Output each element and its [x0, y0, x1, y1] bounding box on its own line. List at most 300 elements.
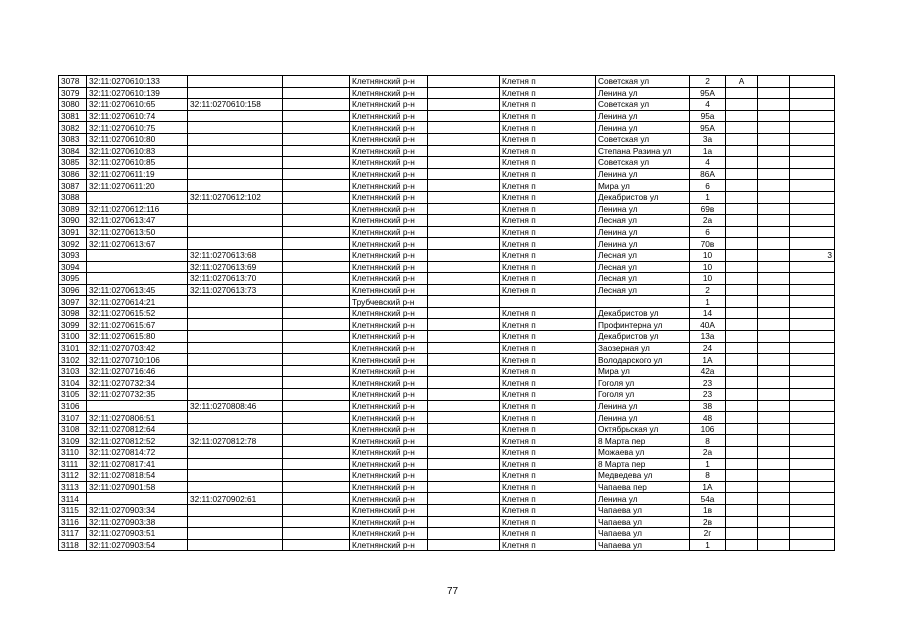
page-number: 77 — [446, 586, 459, 597]
table-cell: 3115 — [59, 504, 87, 516]
table-cell — [790, 319, 835, 331]
table-cell: Клетня п — [500, 377, 596, 389]
table-cell — [283, 284, 350, 296]
table-cell: 32:11:0270806:51 — [87, 412, 188, 424]
table-cell: Заозерная ул — [596, 342, 690, 354]
table-cell: 32:11:0270812:52 — [87, 435, 188, 447]
table-cell: 8 — [690, 470, 726, 482]
table-cell: 8 Марта пер — [596, 435, 690, 447]
table-cell: Мира ул — [596, 365, 690, 377]
table-cell — [726, 458, 758, 470]
table-cell: 32:11:0270814:72 — [87, 447, 188, 459]
table-cell — [283, 87, 350, 99]
table-cell: 32:11:0270611:19 — [87, 168, 188, 180]
table-cell: 3092 — [59, 238, 87, 250]
table-cell — [283, 400, 350, 412]
table-cell — [283, 203, 350, 215]
table-cell — [188, 145, 283, 157]
table-cell — [188, 470, 283, 482]
table-cell: Лесная ул — [596, 249, 690, 261]
table-cell — [726, 133, 758, 145]
table-cell — [758, 99, 790, 111]
table-cell: 3088 — [59, 191, 87, 203]
table-row — [59, 238, 835, 250]
table-row — [59, 342, 835, 354]
table-cell — [790, 284, 835, 296]
table-cell — [790, 365, 835, 377]
table-cell: Клетнянский р-н — [350, 76, 428, 88]
table-cell — [726, 470, 758, 482]
table-cell — [283, 423, 350, 435]
table-cell: Трубчевский р-н — [350, 296, 428, 308]
table-cell — [428, 539, 500, 551]
table-cell — [283, 133, 350, 145]
table-cell: Клетнянский р-н — [350, 157, 428, 169]
table-cell: Ленина ул — [596, 226, 690, 238]
table-cell — [428, 516, 500, 528]
table-cell: 32:11:0270903:54 — [87, 539, 188, 551]
table-cell — [283, 470, 350, 482]
table-cell — [283, 528, 350, 540]
table-cell — [428, 273, 500, 285]
table-cell: Клетнянский р-н — [350, 435, 428, 447]
table-cell — [428, 261, 500, 273]
table-cell: 14 — [690, 307, 726, 319]
table-cell — [790, 481, 835, 493]
table-cell — [726, 481, 758, 493]
table-cell — [283, 458, 350, 470]
table-cell: Ленина ул — [596, 122, 690, 134]
table-cell: 3 — [790, 249, 835, 261]
table-cell — [758, 284, 790, 296]
table-cell — [726, 203, 758, 215]
table-cell — [758, 180, 790, 192]
table-cell: 13а — [690, 331, 726, 343]
table-cell: Клетнянский р-н — [350, 284, 428, 296]
table-cell — [726, 273, 758, 285]
table-row — [59, 145, 835, 157]
table-cell: 3102 — [59, 354, 87, 366]
table-cell — [87, 191, 188, 203]
table-cell: Клетнянский р-н — [350, 423, 428, 435]
table-cell: 70в — [690, 238, 726, 250]
table-row — [59, 307, 835, 319]
table-cell: 32:11:0270610:65 — [87, 99, 188, 111]
table-cell: Клетня п — [500, 342, 596, 354]
table-cell — [428, 412, 500, 424]
table-cell: Клетнянский р-н — [350, 99, 428, 111]
table-row — [59, 122, 835, 134]
table-cell: Клетня п — [500, 528, 596, 540]
table-cell: 1 — [690, 458, 726, 470]
table-cell — [188, 238, 283, 250]
table-cell — [790, 76, 835, 88]
table-cell — [283, 504, 350, 516]
table-cell — [790, 470, 835, 482]
table-cell: 3098 — [59, 307, 87, 319]
table-cell — [726, 215, 758, 227]
table-cell: Можаева ул — [596, 447, 690, 459]
table-cell — [758, 528, 790, 540]
table-cell — [726, 284, 758, 296]
table-row — [59, 493, 835, 505]
table-cell: Клетня п — [500, 168, 596, 180]
table-cell: 40А — [690, 319, 726, 331]
table-cell: Клетнянский р-н — [350, 470, 428, 482]
table-cell: 23 — [690, 377, 726, 389]
table-cell — [790, 412, 835, 424]
table-cell — [758, 273, 790, 285]
table-cell — [758, 389, 790, 401]
table-cell — [726, 99, 758, 111]
table-cell: 3106 — [59, 400, 87, 412]
table-cell: 32:11:0270610:75 — [87, 122, 188, 134]
table-cell: Клетня п — [500, 157, 596, 169]
table-cell: Клетнянский р-н — [350, 377, 428, 389]
table-cell: 32:11:0270703:42 — [87, 342, 188, 354]
table-cell: 10 — [690, 261, 726, 273]
table-cell: Октябрьская ул — [596, 423, 690, 435]
table-cell — [428, 365, 500, 377]
table-cell — [188, 168, 283, 180]
table-cell: 3082 — [59, 122, 87, 134]
table-cell: Клетня п — [500, 180, 596, 192]
table-cell: Клетнянский р-н — [350, 354, 428, 366]
table-cell: 32:11:0270615:67 — [87, 319, 188, 331]
table-cell — [758, 122, 790, 134]
table-cell — [283, 389, 350, 401]
table-cell — [758, 412, 790, 424]
table-cell: Декабристов ул — [596, 191, 690, 203]
table-cell: Клетнянский р-н — [350, 168, 428, 180]
table-cell: 38 — [690, 400, 726, 412]
table-cell: Клетнянский р-н — [350, 238, 428, 250]
table-cell — [428, 157, 500, 169]
table-cell — [758, 539, 790, 551]
table-cell — [758, 447, 790, 459]
table-cell: Ленина ул — [596, 493, 690, 505]
table-cell — [188, 354, 283, 366]
table-cell: 2 — [690, 76, 726, 88]
table-cell — [726, 191, 758, 203]
table-row — [59, 157, 835, 169]
table-cell: Клетня п — [500, 435, 596, 447]
table-cell: Клетня п — [500, 87, 596, 99]
table-row — [59, 458, 835, 470]
table-cell — [188, 157, 283, 169]
table-cell — [790, 447, 835, 459]
table-cell — [758, 423, 790, 435]
table-cell — [283, 226, 350, 238]
table-cell: Клетнянский р-н — [350, 331, 428, 343]
table-cell: 32:11:0270716:46 — [87, 365, 188, 377]
table-cell — [428, 354, 500, 366]
table-cell — [428, 504, 500, 516]
table-cell: 3079 — [59, 87, 87, 99]
table-cell: 3099 — [59, 319, 87, 331]
table-cell — [428, 99, 500, 111]
table-cell — [790, 528, 835, 540]
table-cell — [790, 261, 835, 273]
table-cell — [758, 307, 790, 319]
table-cell — [726, 238, 758, 250]
table-cell — [790, 342, 835, 354]
table-cell: Клетнянский р-н — [350, 273, 428, 285]
table-cell: Мира ул — [596, 180, 690, 192]
table-cell — [188, 528, 283, 540]
table-cell: Клетнянский р-н — [350, 110, 428, 122]
table-cell: 32:11:0270613:67 — [87, 238, 188, 250]
table-cell: 42а — [690, 365, 726, 377]
table-cell: Клетня п — [500, 261, 596, 273]
table-cell — [726, 389, 758, 401]
table-cell — [790, 504, 835, 516]
table-cell: 54а — [690, 493, 726, 505]
table-cell: 32:11:0270903:34 — [87, 504, 188, 516]
table-cell: 32:11:0270812:64 — [87, 423, 188, 435]
table-cell: 32:11:0270902:61 — [188, 493, 283, 505]
table-cell: 32:11:0270613:50 — [87, 226, 188, 238]
table-cell: 1 — [690, 539, 726, 551]
table-row — [59, 331, 835, 343]
table-cell: 23 — [690, 389, 726, 401]
table-row — [59, 99, 835, 111]
table-cell: Клетня п — [500, 191, 596, 203]
table-cell: Клетнянский р-н — [350, 516, 428, 528]
table-cell — [726, 377, 758, 389]
table-cell: 86А — [690, 168, 726, 180]
table-cell — [188, 226, 283, 238]
table-cell: 3096 — [59, 284, 87, 296]
table-cell: Декабристов ул — [596, 331, 690, 343]
table-cell: Клетнянский р-н — [350, 226, 428, 238]
table-cell: Клетня п — [500, 307, 596, 319]
table-cell: 3090 — [59, 215, 87, 227]
table-cell: 32:11:0270612:116 — [87, 203, 188, 215]
table-cell: Профинтерна ул — [596, 319, 690, 331]
table-cell — [188, 215, 283, 227]
table-cell — [758, 516, 790, 528]
table-cell — [283, 99, 350, 111]
table-cell — [758, 400, 790, 412]
table-cell — [188, 516, 283, 528]
table-row — [59, 180, 835, 192]
table-row — [59, 203, 835, 215]
table-cell — [726, 504, 758, 516]
table-cell — [283, 296, 350, 308]
table-cell: Клетнянский р-н — [350, 307, 428, 319]
table-cell: Клетнянский р-н — [350, 493, 428, 505]
table-cell: Клетня п — [500, 331, 596, 343]
table-cell — [428, 342, 500, 354]
table-cell: Клетня п — [500, 284, 596, 296]
table-cell: 3101 — [59, 342, 87, 354]
table-cell — [790, 354, 835, 366]
table-cell: Клетнянский р-н — [350, 203, 428, 215]
table-cell — [188, 412, 283, 424]
table-cell: 3110 — [59, 447, 87, 459]
table-cell — [758, 261, 790, 273]
table-cell — [428, 296, 500, 308]
table-cell — [790, 238, 835, 250]
table-row — [59, 133, 835, 145]
table-cell: 1в — [690, 504, 726, 516]
table-cell: Клетня п — [500, 412, 596, 424]
table-cell — [283, 342, 350, 354]
table-cell — [790, 133, 835, 145]
table-cell: 3097 — [59, 296, 87, 308]
table-cell — [428, 331, 500, 343]
table-row — [59, 273, 835, 285]
table-row — [59, 504, 835, 516]
table-cell: 3а — [690, 133, 726, 145]
table-row — [59, 528, 835, 540]
table-cell — [726, 331, 758, 343]
table-cell — [758, 191, 790, 203]
table-cell — [758, 319, 790, 331]
table-cell — [790, 296, 835, 308]
table-cell: 32:11:0270612:102 — [188, 191, 283, 203]
table-cell — [283, 331, 350, 343]
table-cell: Клетнянский р-н — [350, 261, 428, 273]
table-cell — [726, 180, 758, 192]
table-cell: 32:11:0270613:45 — [87, 284, 188, 296]
table-cell: 32:11:0270732:34 — [87, 377, 188, 389]
table-cell — [758, 493, 790, 505]
table-cell: 8 Марта пер — [596, 458, 690, 470]
table-cell — [758, 354, 790, 366]
table-row — [59, 400, 835, 412]
table-cell: Гоголя ул — [596, 377, 690, 389]
table-cell — [726, 296, 758, 308]
table-cell — [758, 342, 790, 354]
table-cell — [726, 122, 758, 134]
table-cell: Ленина ул — [596, 412, 690, 424]
table-cell — [790, 145, 835, 157]
table-cell — [188, 447, 283, 459]
table-cell — [428, 76, 500, 88]
table-cell — [790, 423, 835, 435]
table-row — [59, 261, 835, 273]
table-cell — [428, 180, 500, 192]
table-cell: Ленина ул — [596, 238, 690, 250]
table-row — [59, 470, 835, 482]
table-cell: Чапаева ул — [596, 528, 690, 540]
table-cell: 32:11:0270610:158 — [188, 99, 283, 111]
table-cell — [726, 307, 758, 319]
table-cell — [87, 261, 188, 273]
table-cell: 32:11:0270614:21 — [87, 296, 188, 308]
table-cell: Клетня п — [500, 470, 596, 482]
table-cell — [87, 493, 188, 505]
table-cell — [726, 435, 758, 447]
table-cell — [428, 458, 500, 470]
table-row — [59, 191, 835, 203]
table-cell: Ленина ул — [596, 400, 690, 412]
table-cell — [726, 319, 758, 331]
table-cell: Клетня п — [500, 122, 596, 134]
table-cell — [790, 273, 835, 285]
table-cell: 32:11:0270610:85 — [87, 157, 188, 169]
table-cell: 3084 — [59, 145, 87, 157]
table-row — [59, 447, 835, 459]
table-cell: Клетня п — [500, 423, 596, 435]
table-row — [59, 354, 835, 366]
table-cell: 3113 — [59, 481, 87, 493]
table-cell: Лесная ул — [596, 261, 690, 273]
table-cell — [428, 481, 500, 493]
table-cell — [790, 435, 835, 447]
table-cell: 3112 — [59, 470, 87, 482]
table-cell: Ленина ул — [596, 168, 690, 180]
table-cell — [596, 296, 690, 308]
table-cell: 24 — [690, 342, 726, 354]
table-cell — [790, 180, 835, 192]
table-cell — [428, 389, 500, 401]
table-cell: Клетнянский р-н — [350, 342, 428, 354]
table-row — [59, 435, 835, 447]
table-cell — [790, 389, 835, 401]
table-cell — [428, 203, 500, 215]
table-cell: 10 — [690, 249, 726, 261]
table-cell — [428, 319, 500, 331]
table-cell: 3093 — [59, 249, 87, 261]
table-cell: 3104 — [59, 377, 87, 389]
table-cell — [726, 447, 758, 459]
table-cell — [188, 203, 283, 215]
table-cell: 3078 — [59, 76, 87, 88]
table-cell: Клетнянский р-н — [350, 447, 428, 459]
table-cell: Клетня п — [500, 110, 596, 122]
table-cell — [758, 481, 790, 493]
table-cell — [790, 226, 835, 238]
table-cell — [188, 307, 283, 319]
table-cell — [283, 157, 350, 169]
table-cell: 1А — [690, 354, 726, 366]
table-cell: Клетнянский р-н — [350, 145, 428, 157]
table-cell — [188, 319, 283, 331]
table-cell: Гоголя ул — [596, 389, 690, 401]
table-cell — [790, 331, 835, 343]
table-cell — [790, 307, 835, 319]
table-cell — [188, 342, 283, 354]
table-cell — [790, 122, 835, 134]
table-cell — [428, 423, 500, 435]
table-cell: 32:11:0270808:46 — [188, 400, 283, 412]
table-row — [59, 87, 835, 99]
table-cell: Клетнянский р-н — [350, 87, 428, 99]
table-cell: 69в — [690, 203, 726, 215]
table-cell: 3103 — [59, 365, 87, 377]
table-cell — [726, 354, 758, 366]
table-cell — [758, 435, 790, 447]
table-cell — [188, 133, 283, 145]
table-row — [59, 284, 835, 296]
table-cell: 3080 — [59, 99, 87, 111]
table-cell — [758, 365, 790, 377]
table-cell: Клетня п — [500, 203, 596, 215]
table-cell: 32:11:0270613:68 — [188, 249, 283, 261]
table-cell — [790, 191, 835, 203]
table-cell: 3116 — [59, 516, 87, 528]
table-cell: 1а — [690, 145, 726, 157]
table-cell: 95а — [690, 110, 726, 122]
table-cell: Клетня п — [500, 516, 596, 528]
table-cell — [726, 365, 758, 377]
table-cell: Лесная ул — [596, 284, 690, 296]
table-cell: 32:11:0270818:54 — [87, 470, 188, 482]
table-cell: 32:11:0270817:41 — [87, 458, 188, 470]
